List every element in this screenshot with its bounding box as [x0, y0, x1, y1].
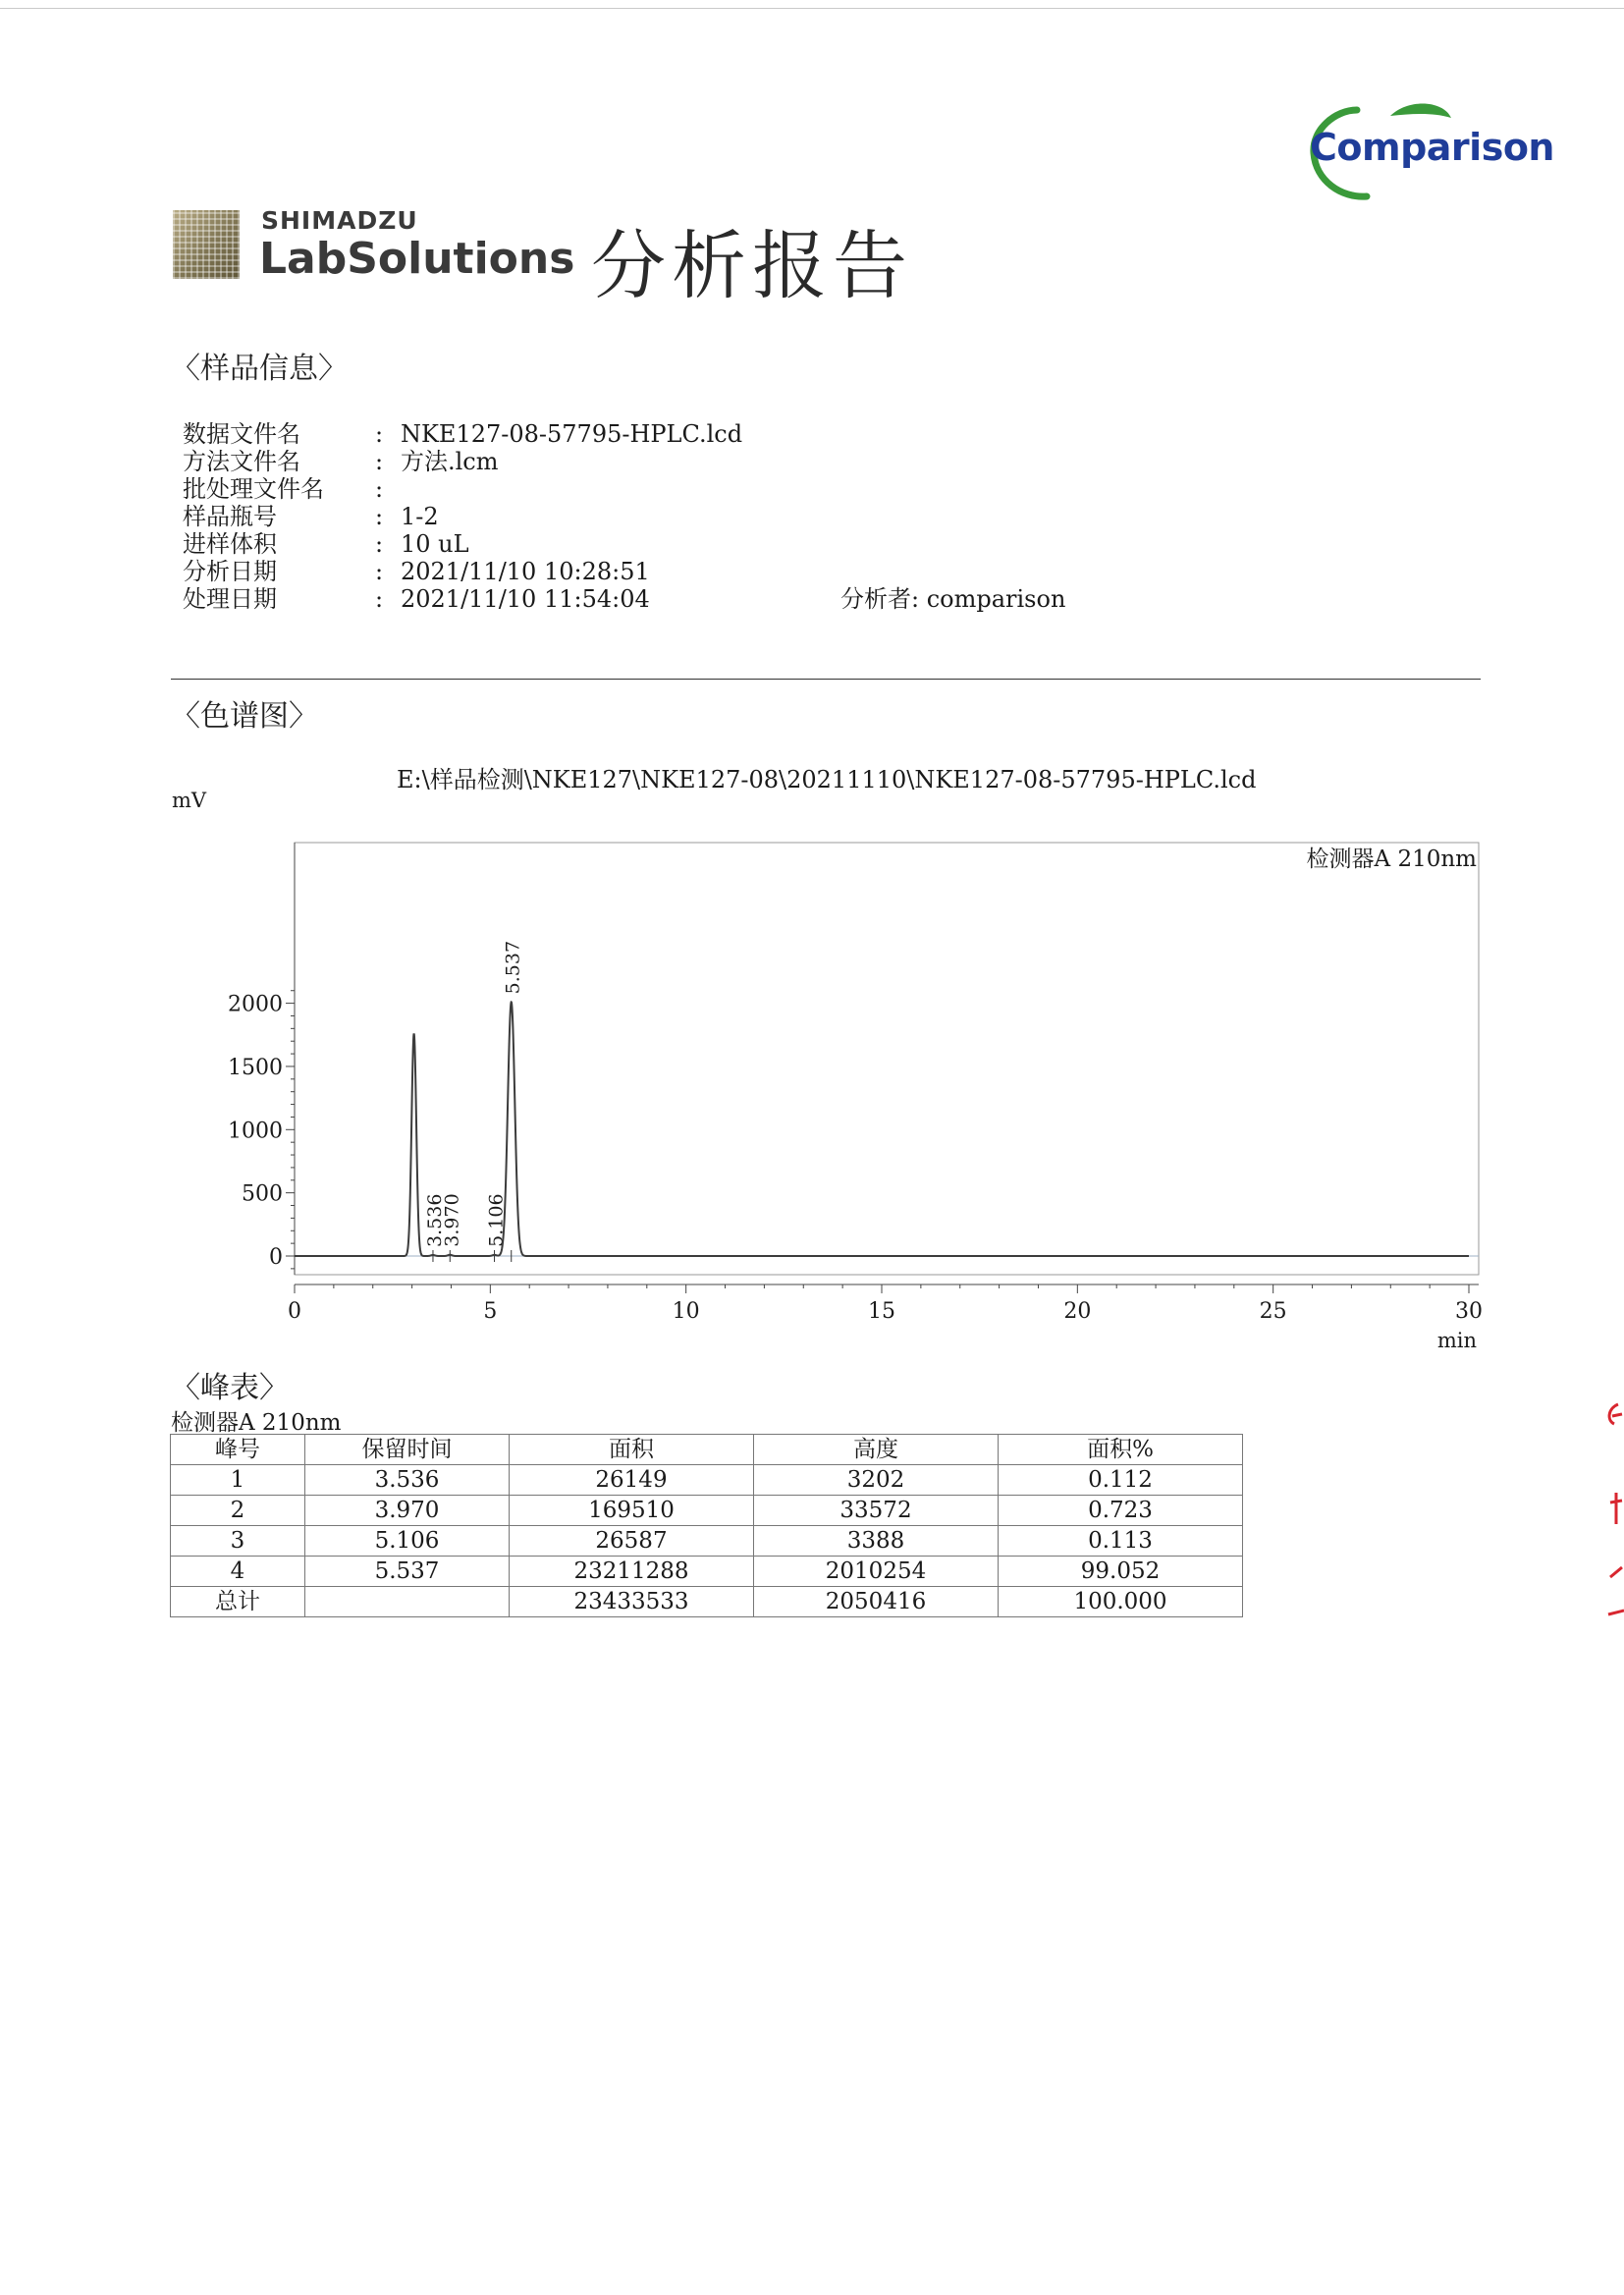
- y-unit-label: mV: [172, 789, 207, 812]
- table-cell: 26587: [510, 1526, 754, 1557]
- peak-table-detector: 检测器A 210nm: [171, 1410, 342, 1436]
- peak-table-heading: 〈峰表〉: [171, 1371, 289, 1405]
- table-total-row: [171, 1587, 1243, 1617]
- peak-label: 5.106: [485, 1193, 508, 1247]
- table-header-row: [171, 1435, 1243, 1465]
- info-label: 方法文件名: [183, 448, 300, 475]
- info-colon: :: [375, 503, 384, 530]
- info-value: 方法.lcm: [401, 448, 499, 475]
- info-colon: :: [375, 530, 384, 558]
- info-label: 进样体积: [183, 530, 277, 558]
- table-cell: 2050416: [754, 1587, 999, 1617]
- info-value: 2021/11/10 11:54:04: [401, 585, 650, 613]
- x-tick-label: 20: [1063, 1299, 1092, 1324]
- x-tick-label: 0: [288, 1299, 301, 1324]
- column-header: 高度: [754, 1435, 999, 1465]
- x-tick-label: 15: [868, 1299, 895, 1324]
- table-cell: 0.112: [999, 1465, 1243, 1496]
- info-colon: :: [375, 475, 384, 503]
- info-label: 处理日期: [183, 585, 277, 613]
- company-logo-text: Comparison: [1310, 126, 1554, 169]
- y-tick-label: 1000: [228, 1119, 283, 1144]
- info-label: 数据文件名: [183, 420, 300, 448]
- info-value: NKE127-08-57795-HPLC.lcd: [401, 420, 743, 448]
- peak-label: 3.970: [441, 1193, 463, 1247]
- table-cell: 1: [171, 1465, 305, 1496]
- column-header: 面积: [510, 1435, 754, 1465]
- table-cell: 5.106: [305, 1526, 510, 1557]
- table-cell: 3388: [754, 1526, 999, 1557]
- plot-frame: [295, 843, 1479, 1275]
- table-row: [171, 1557, 1243, 1587]
- report-title: 分析报告: [591, 222, 913, 309]
- info-colon: :: [375, 558, 384, 585]
- labsolutions-logo-icon: [173, 210, 240, 279]
- peak-label: 3.536: [423, 1193, 446, 1247]
- table-cell: 23211288: [510, 1557, 754, 1587]
- info-label: 分析日期: [183, 558, 277, 585]
- seal-stamp-icon: [1602, 1394, 1624, 1630]
- table-cell: 2: [171, 1496, 305, 1526]
- table-cell: 5.537: [305, 1557, 510, 1587]
- info-label: 批处理文件名: [183, 475, 324, 503]
- table-cell: 总计: [171, 1587, 305, 1617]
- table-cell: 4: [171, 1557, 305, 1587]
- table-cell: 23433533: [510, 1587, 754, 1617]
- table-cell: 3202: [754, 1465, 999, 1496]
- scan-top-edge: [0, 8, 1624, 9]
- y-tick-label: 500: [242, 1181, 283, 1207]
- x-tick-label: 5: [483, 1299, 498, 1324]
- x-tick-label: 25: [1259, 1299, 1287, 1324]
- y-tick-label: 2000: [228, 992, 283, 1017]
- chromatogram-heading: 〈色谱图〉: [171, 699, 318, 734]
- brand-main: LabSolutions: [259, 234, 575, 284]
- table-row: [171, 1496, 1243, 1526]
- info-value: 10 uL: [401, 530, 469, 558]
- table-cell: 26149: [510, 1465, 754, 1496]
- x-tick-label: 10: [672, 1299, 700, 1324]
- divider: [171, 679, 1481, 680]
- info-value: 2021/11/10 10:28:51: [401, 558, 650, 585]
- column-header: 面积%: [999, 1435, 1243, 1465]
- x-unit-label: min: [1436, 1329, 1477, 1352]
- info-label: 样品瓶号: [183, 503, 277, 530]
- table-cell: 169510: [510, 1496, 754, 1526]
- table-cell: 0.723: [999, 1496, 1243, 1526]
- table-cell: 3: [171, 1526, 305, 1557]
- info-colon: :: [375, 448, 384, 475]
- table-cell: 3.970: [305, 1496, 510, 1526]
- table-cell: [305, 1587, 510, 1617]
- x-tick-label: 30: [1455, 1299, 1483, 1324]
- table-cell: 99.052: [999, 1557, 1243, 1587]
- table-row: [171, 1526, 1243, 1557]
- column-header: 保留时间: [305, 1435, 510, 1465]
- peak-table: [170, 1434, 1243, 1617]
- sample-info-heading: 〈样品信息〉: [171, 352, 348, 386]
- table-cell: 3.536: [305, 1465, 510, 1496]
- chromatogram-trace: [295, 1002, 1469, 1256]
- chromatogram-file-path: E:\样品检测\NKE127\NKE127-08\20211110\NKE127-08-57795-HPLC.lcd: [397, 766, 1257, 793]
- analyst: 分析者: comparison: [840, 585, 1066, 613]
- peak-label: 5.537: [502, 940, 524, 995]
- table-row: [171, 1465, 1243, 1496]
- table-cell: 100.000: [999, 1587, 1243, 1617]
- info-value: 1-2: [401, 503, 439, 530]
- table-cell: 2010254: [754, 1557, 999, 1587]
- column-header: 峰号: [171, 1435, 305, 1465]
- info-colon: :: [375, 420, 384, 448]
- table-cell: 0.113: [999, 1526, 1243, 1557]
- brand-top: SHIMADZU: [261, 206, 418, 235]
- info-colon: :: [375, 585, 384, 613]
- y-tick-label: 1500: [228, 1055, 283, 1080]
- chromatogram-chart: [196, 835, 1492, 1365]
- y-tick-label: 0: [269, 1245, 283, 1270]
- detector-label: 检测器A 210nm: [1306, 847, 1477, 872]
- table-cell: 33572: [754, 1496, 999, 1526]
